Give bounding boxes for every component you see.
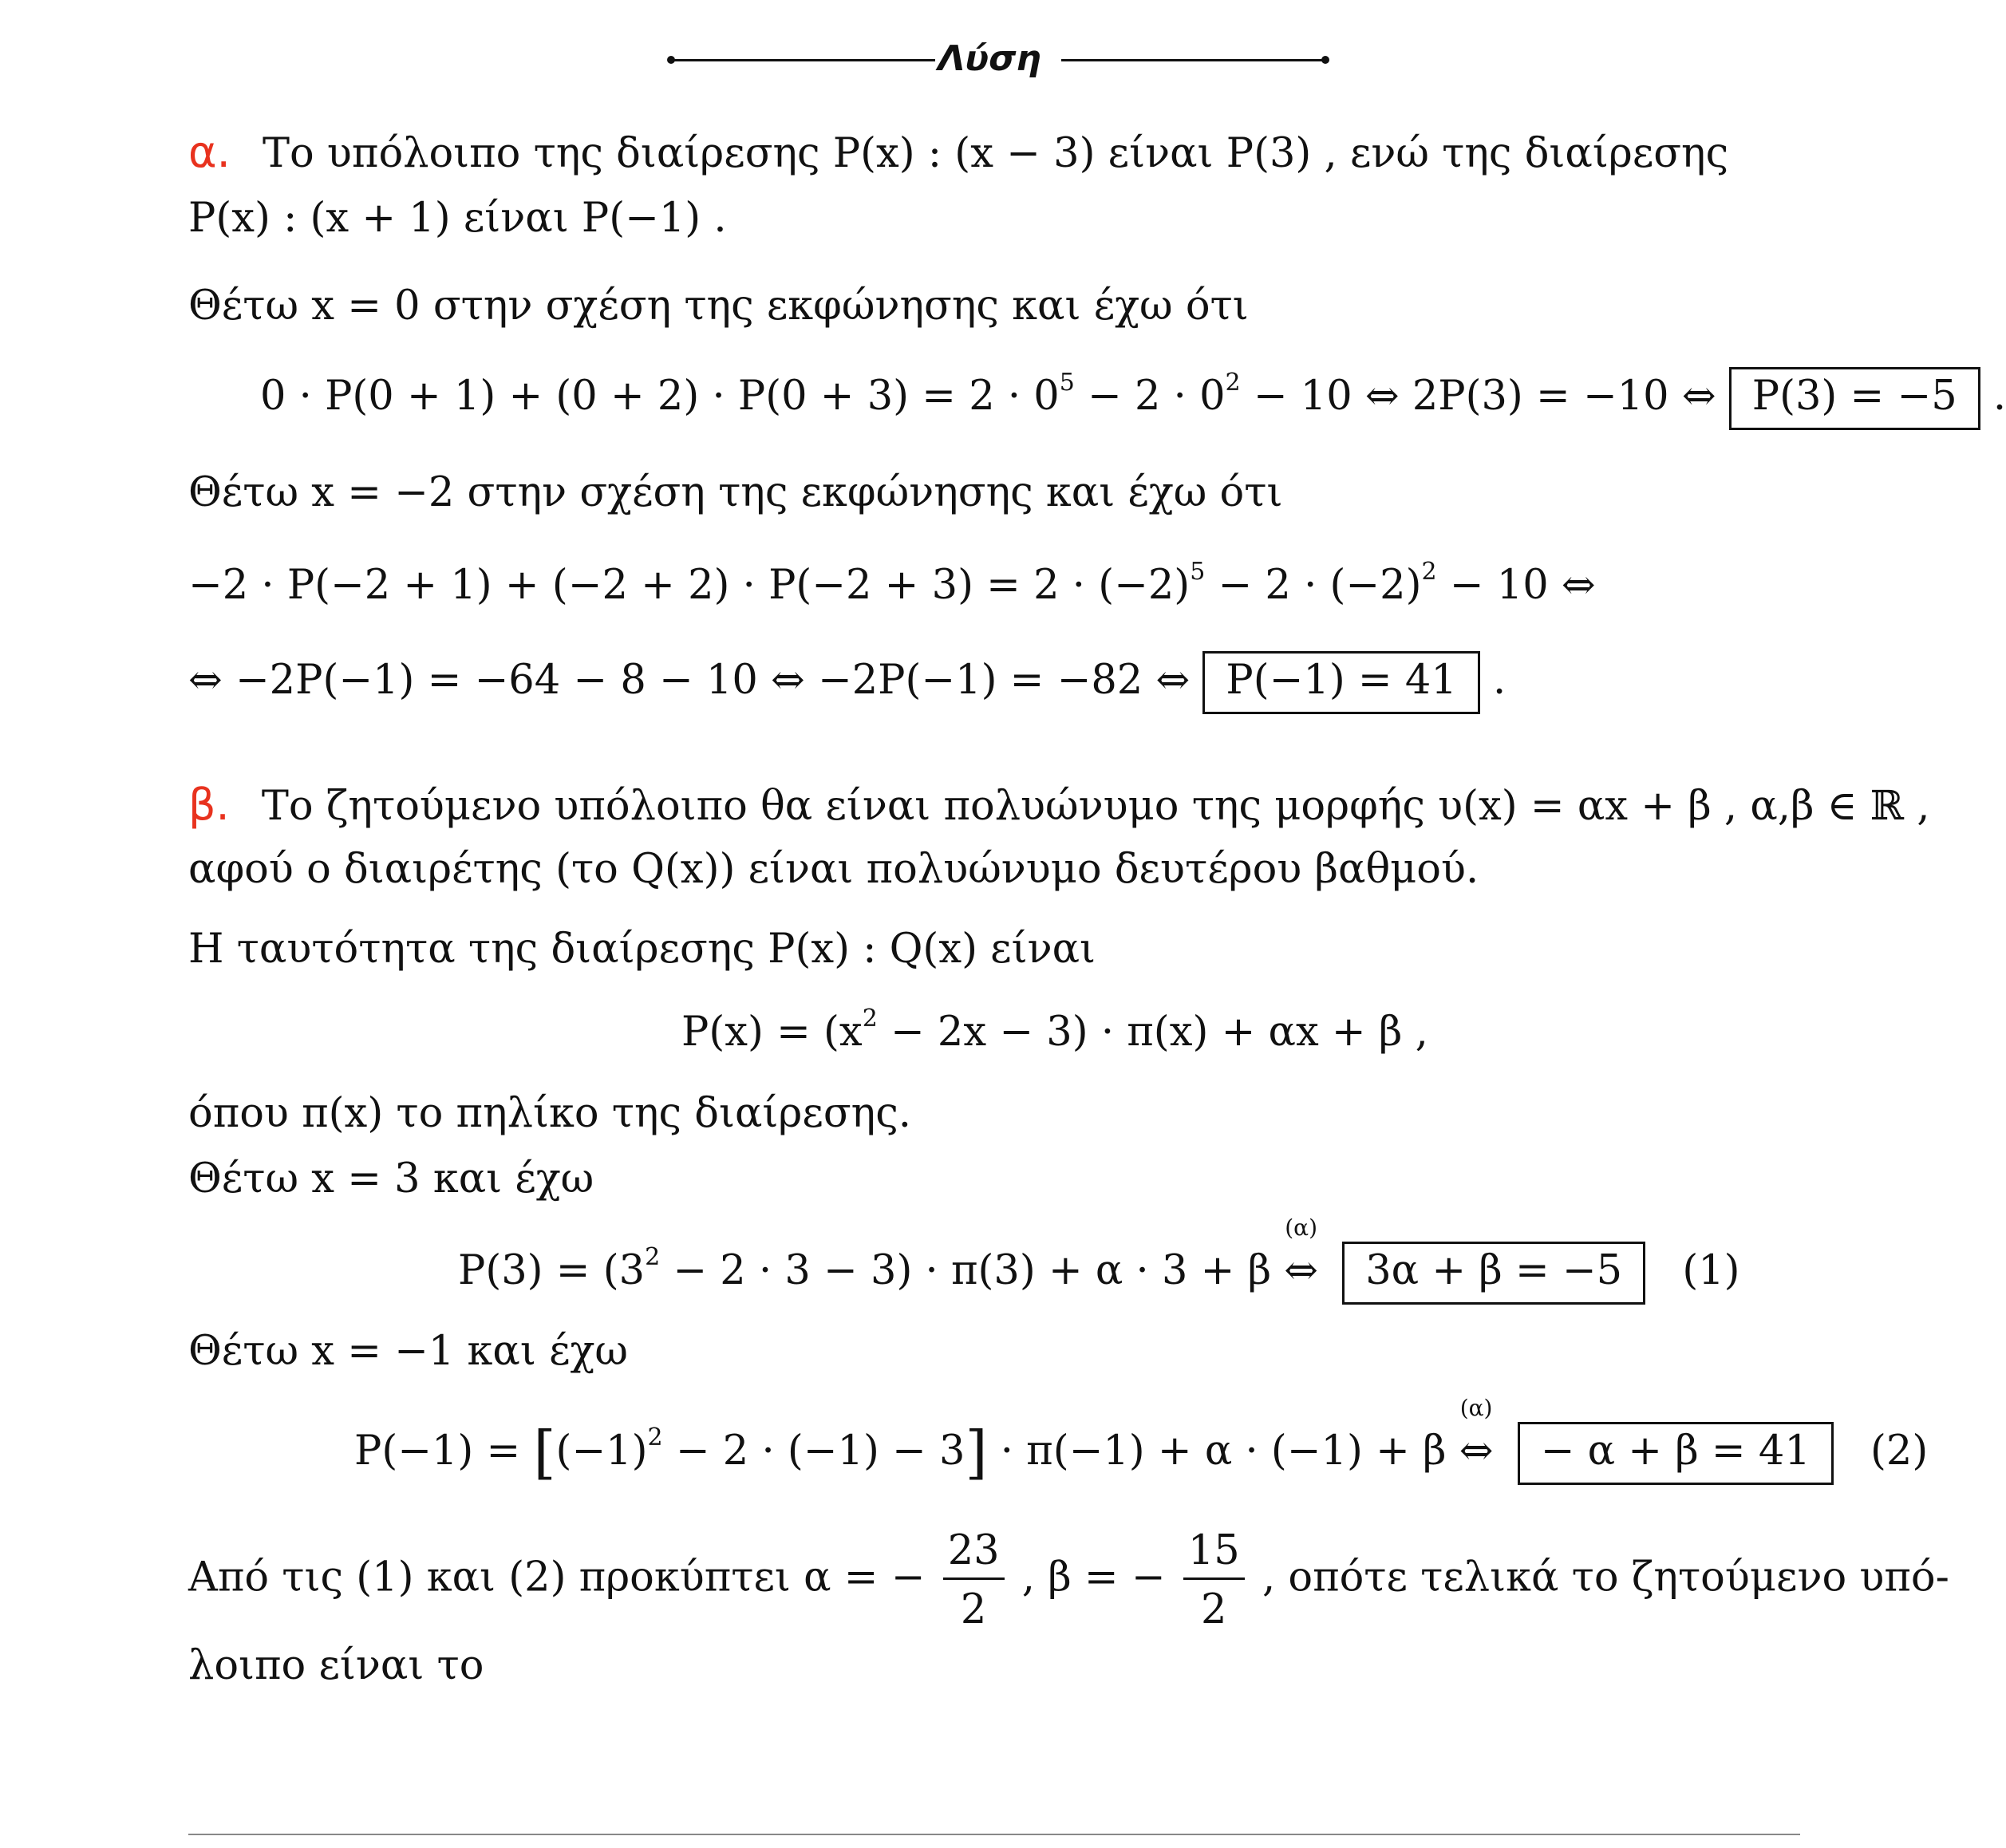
part-a-equation-2 — [188, 558, 1596, 609]
eq1-boxed-result: P(3) = −5 — [1729, 367, 1980, 430]
eq4-over-label: (α) — [1285, 1214, 1318, 1241]
part-a-equation-1 — [260, 367, 2006, 430]
header-rule-right-dot — [1321, 56, 1329, 64]
eq1-end: . — [1980, 373, 2006, 420]
beta-numerator: 15 — [1183, 1530, 1245, 1580]
part-a-intro-line-1 — [188, 127, 1729, 177]
part-b-result — [188, 1527, 1949, 1633]
part-a-set-x0: Θέτω x = 0 στην σχέση της εκφώνησης και έχω ότι — [188, 282, 1249, 330]
result-mid: , β = − — [1009, 1554, 1166, 1601]
eq5-sup: 2 — [647, 1424, 663, 1451]
eq1-post: − 10 ⇔ 2P(3) = −10 ⇔ — [1240, 373, 1729, 420]
eq5-right-bracket: ] — [965, 1419, 988, 1486]
eq3-end: . — [1479, 657, 1506, 704]
eq4-tag: (1) — [1682, 1247, 1740, 1294]
alpha-fraction — [943, 1527, 1005, 1633]
eq1-pre: 0 · P(0 + 1) + (0 + 2) · P(0 + 3) = 2 · 0 — [260, 373, 1060, 420]
eq2-post: − 10 ⇔ — [1436, 562, 1596, 609]
part-b-equation-5 — [354, 1395, 1929, 1486]
eq5-arrow-group — [1459, 1395, 1494, 1475]
alpha-numerator: 23 — [943, 1530, 1005, 1580]
part-a-set-xm2: Θέτω x = −2 στην σχέση της εκφώνησης και έχω ότι — [188, 469, 1283, 516]
eq3-boxed-result: P(−1) = 41 — [1202, 651, 1479, 714]
eq5-arrow: ⇔ — [1459, 1427, 1494, 1475]
part-a-intro-line-2: P(x) : (x + 1) είναι P(−1) . — [188, 195, 727, 242]
part-b-set-x3: Θέτω x = 3 και έχω — [188, 1155, 594, 1202]
alpha-denominator: 2 — [960, 1586, 987, 1633]
eq5-left-bracket: [ — [533, 1419, 556, 1486]
eq4-sup: 2 — [645, 1243, 661, 1271]
part-b-last-line: λοιπο είναι το — [188, 1642, 484, 1689]
part-a-intro-text-1: Το υπόλοιπο της διαίρεσης P(x) : (x − 3) είναι P(3) , ενώ της διαίρεσης — [262, 130, 1729, 177]
result-post: , οπότε τελικά το ζητούμενο υπό- — [1249, 1554, 1949, 1601]
part-b-equation-4 — [458, 1214, 1740, 1305]
part-b-label: β. — [188, 780, 230, 830]
eq4-pre: P(3) = (3 — [458, 1247, 646, 1294]
eq4-boxed-result: 3α + β = −5 — [1342, 1242, 1645, 1305]
eq2-sup-1: 5 — [1190, 558, 1206, 586]
eq2-mid: − 2 · (−2) — [1205, 562, 1422, 609]
part-b-intro-line-1 — [188, 780, 1930, 830]
part-a-label: α. — [188, 127, 231, 177]
eq1-sup-2: 2 — [1225, 369, 1241, 397]
part-b-quotient-note: όπου π(x) το πηλίκο της διαίρεσης. — [188, 1090, 911, 1137]
eq1-sup-1: 5 — [1059, 369, 1075, 397]
eq5-post: · π(−1) + α · (−1) + β — [987, 1427, 1459, 1475]
part-a-equation-3 — [188, 651, 1506, 714]
eq5-boxed-result: − α + β = 41 — [1518, 1422, 1834, 1485]
part-b-intro-line-2: αφού ο διαιρέτης (το Q(x)) είναι πολυώνυμο δευτέρου βαθμού. — [188, 846, 1479, 893]
identity-pre: P(x) = (x — [681, 1009, 863, 1056]
header-rule-right — [1061, 59, 1325, 61]
page-bottom-rule — [188, 1834, 1800, 1835]
section-title: Λύση — [938, 38, 1041, 79]
eq2-pre: −2 · P(−2 + 1) + (−2 + 2) · P(−2 + 3) = 2 · (−2) — [188, 562, 1191, 609]
part-b-intro-text-1: Το ζητούμενο υπόλοιπο θα είναι πολυώνυμο της μορφής υ(x) = αx + β , α,β ∈ ℝ , — [261, 783, 1930, 830]
eq4-post: − 2 · 3 − 3) · π(3) + α · 3 + β — [660, 1247, 1285, 1294]
eq5-pre: P(−1) = — [354, 1427, 534, 1475]
eq5-in-pre: (−1) — [555, 1427, 648, 1475]
eq5-in-post: − 2 · (−1) − 3 — [662, 1427, 965, 1475]
eq5-tag: (2) — [1870, 1427, 1929, 1475]
part-b-set-xm1: Θέτω x = −1 και έχω — [188, 1328, 628, 1375]
beta-denominator: 2 — [1201, 1586, 1227, 1633]
eq4-arrow-group — [1284, 1214, 1318, 1294]
identity-post: − 2x − 3) · π(x) + αx + β , — [877, 1009, 1428, 1056]
beta-fraction — [1183, 1527, 1245, 1633]
eq2-sup-2: 2 — [1421, 558, 1437, 586]
part-b-identity-intro: Η ταυτότητα της διαίρεσης P(x) : Q(x) είναι — [188, 926, 1096, 973]
eq4-arrow: ⇔ — [1284, 1247, 1318, 1294]
part-b-identity — [681, 1005, 1428, 1056]
eq3-pre: ⇔ −2P(−1) = −64 − 8 − 10 ⇔ −2P(−1) = −82 ⇔ — [188, 657, 1203, 704]
identity-sup: 2 — [862, 1005, 878, 1033]
result-pre: Από τις (1) και (2) προκύπτει α = − — [188, 1554, 926, 1601]
eq1-mid: − 2 · 0 — [1074, 373, 1226, 420]
eq5-over-label: (α) — [1459, 1395, 1493, 1421]
